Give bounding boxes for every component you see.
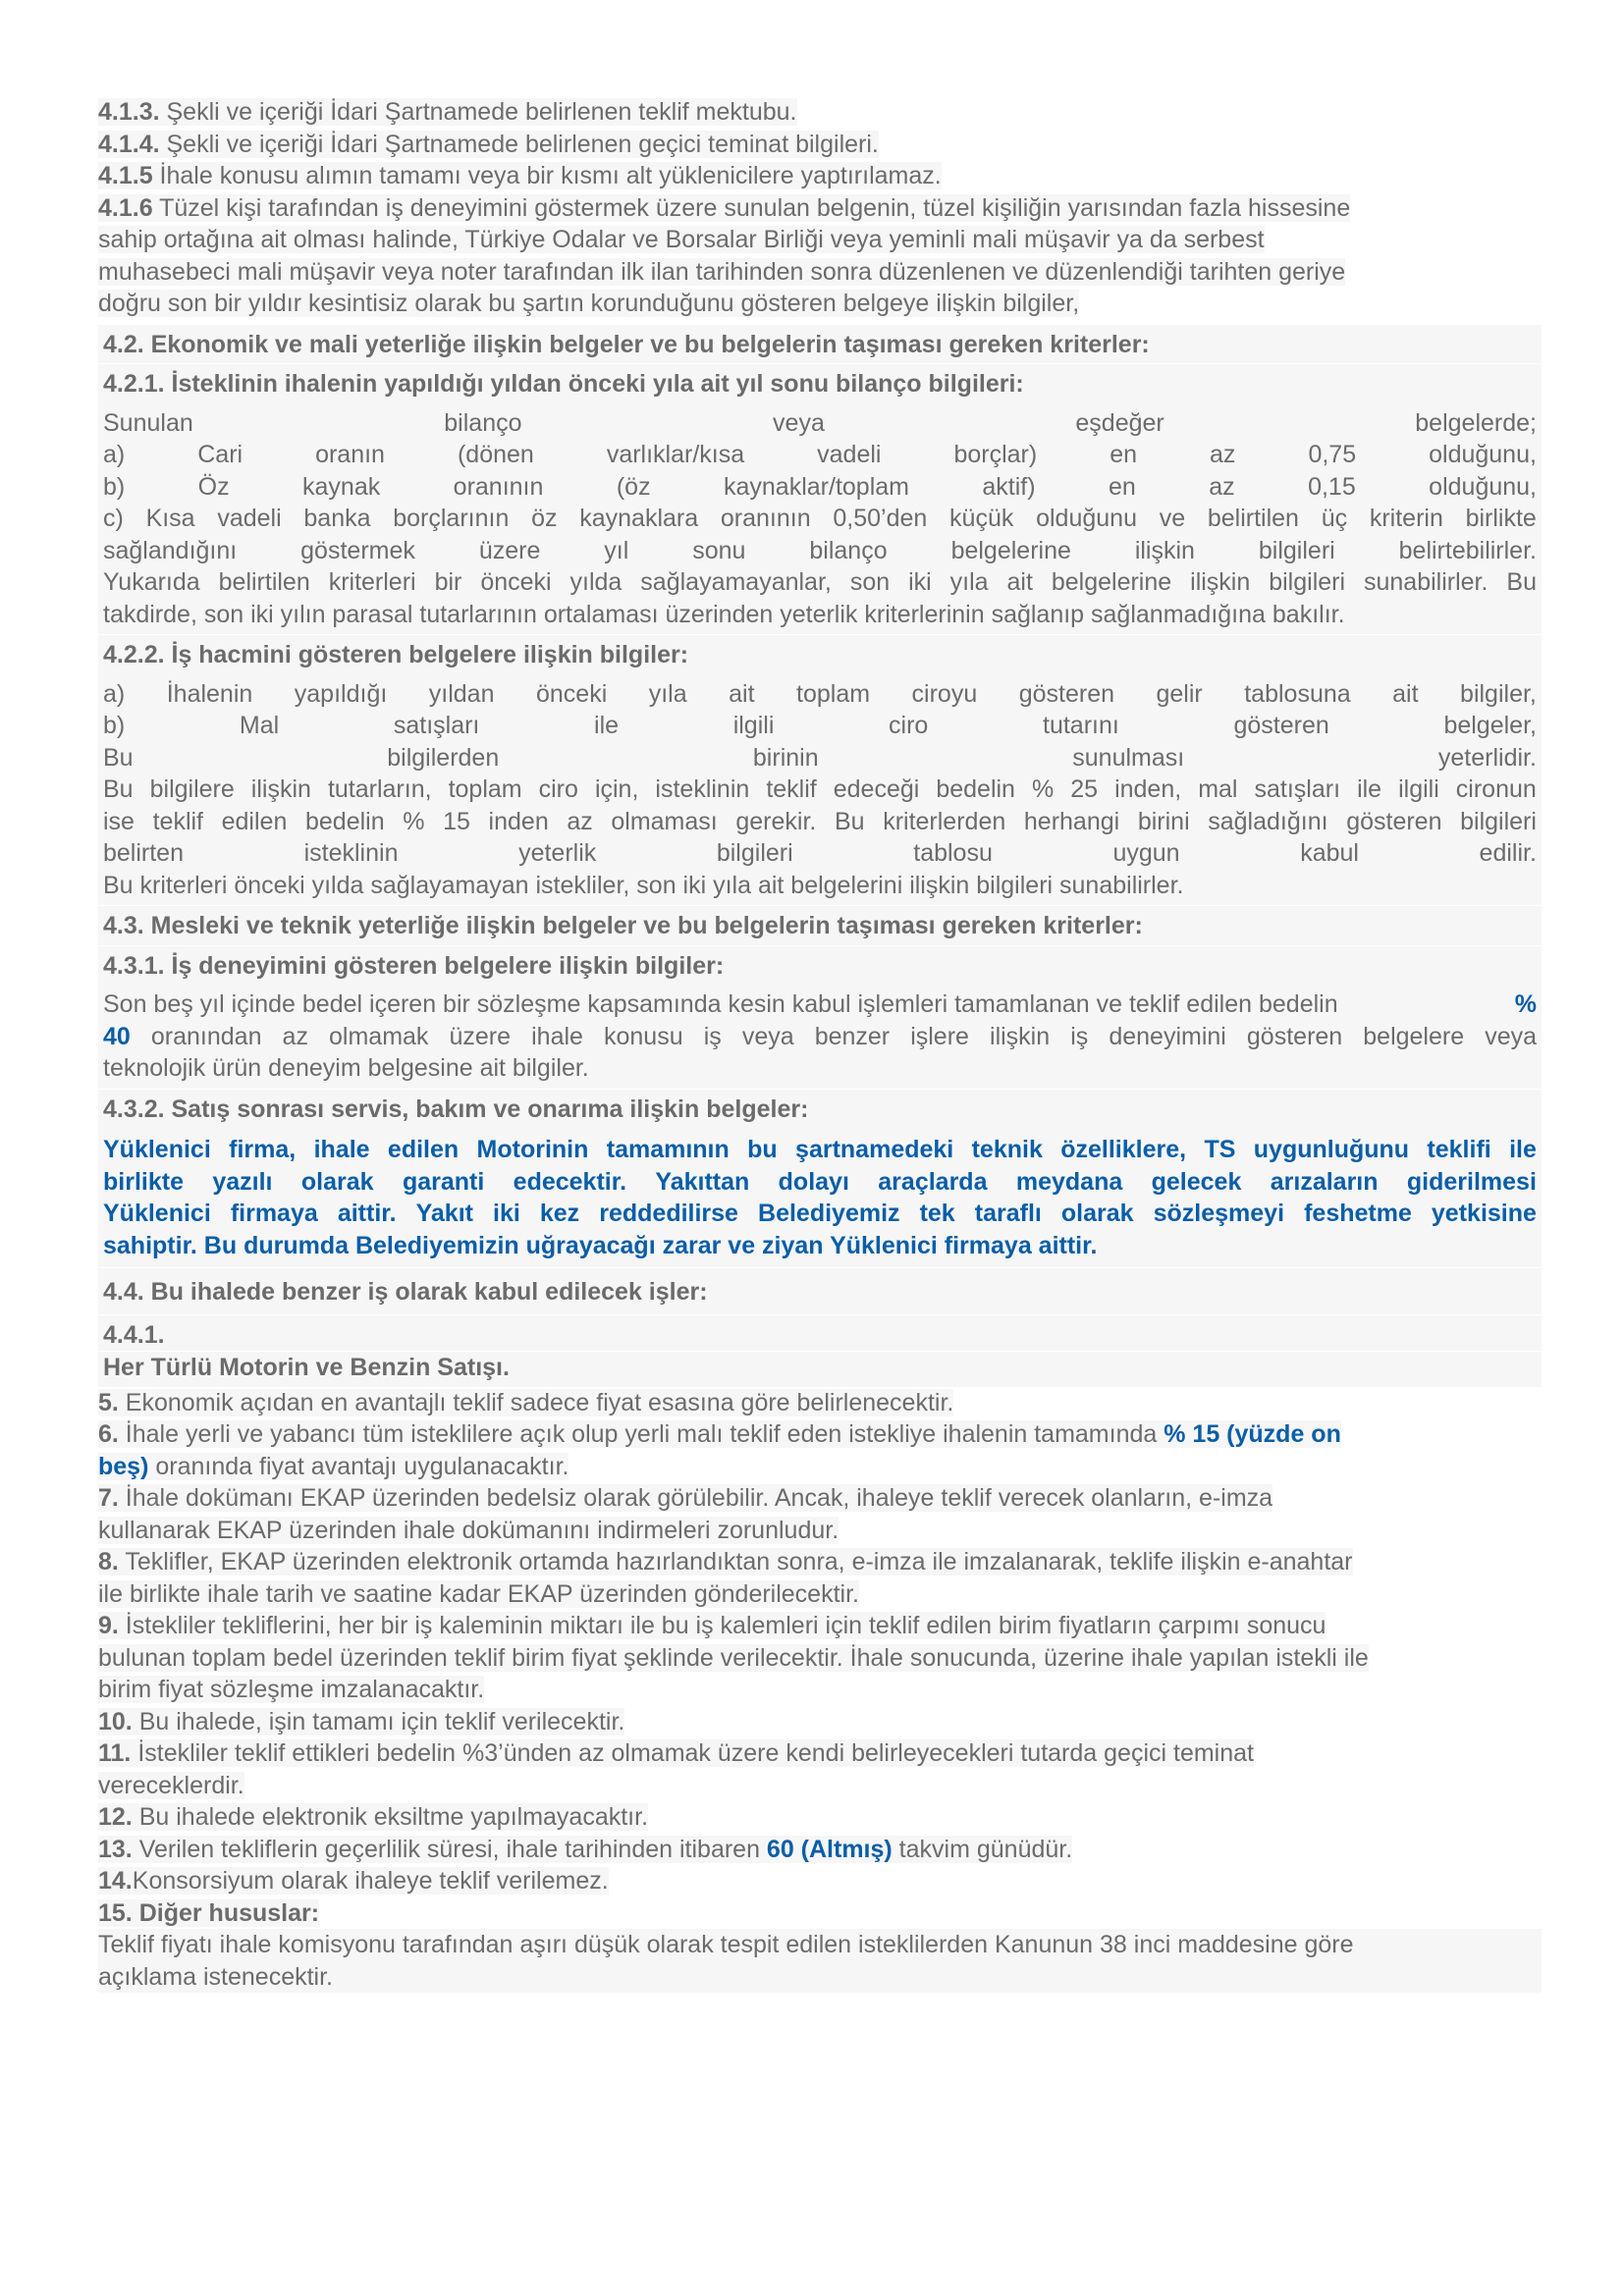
word: gelir xyxy=(1156,679,1203,708)
word: ilgili xyxy=(1398,775,1439,803)
word: özelliklere, xyxy=(1060,1136,1187,1163)
word: yıla xyxy=(648,679,687,708)
word: TS xyxy=(1204,1136,1236,1163)
word: ait xyxy=(1006,568,1033,596)
word: yıl xyxy=(604,536,629,564)
item-text: İstekliler teklif ettikleri bedelin %3’ünden az olmamak üzere kendi belirleyecekleri tutarda geçici teminat xyxy=(131,1739,1254,1767)
word: gelecek xyxy=(1151,1167,1242,1196)
word: 0,50’den xyxy=(833,505,928,532)
word: az xyxy=(567,807,593,835)
item-text: vereceklerdir. xyxy=(98,1771,244,1799)
word: satışları xyxy=(393,712,480,739)
word: (öz xyxy=(616,472,651,501)
word: edilen xyxy=(221,807,288,835)
word: sunulması xyxy=(1072,743,1185,772)
word: belirtilen xyxy=(218,568,310,596)
word: isteklinin xyxy=(655,775,750,803)
word: vadeli xyxy=(217,505,282,532)
section-4-3 xyxy=(98,905,1542,1267)
word: sağlayamayanlar, xyxy=(640,568,832,596)
word: benzer xyxy=(814,1022,891,1050)
word: (dönen xyxy=(457,441,534,468)
word: meydana xyxy=(1015,1167,1123,1196)
word: bilgileri xyxy=(1460,807,1537,835)
text-line xyxy=(103,1021,1537,1053)
word: aktif) xyxy=(982,472,1036,501)
word: edeceği xyxy=(833,775,920,803)
word: edecektir. xyxy=(513,1167,627,1196)
word: Sunulan xyxy=(103,408,193,437)
word: 15 xyxy=(443,807,470,835)
word: gösteren xyxy=(1233,712,1329,739)
word: kaynaklar/toplam xyxy=(724,472,909,501)
numbered-items xyxy=(98,1387,1542,1994)
word: olduğunu, xyxy=(1429,472,1537,501)
word: yılda xyxy=(569,568,623,596)
paragraph-4-2-1 xyxy=(98,403,1542,635)
word: c) xyxy=(103,505,124,532)
item-text: ile birlikte ihale tarih ve saatine kadar EKAP üzerinden gönderilecektir. xyxy=(98,1579,859,1608)
word: veya xyxy=(741,1022,794,1050)
word: yapıldığı xyxy=(294,679,388,708)
text-line xyxy=(103,806,1537,838)
word: Yüklenici xyxy=(103,1136,211,1163)
word: ve xyxy=(1159,505,1186,532)
text-line xyxy=(103,678,1537,711)
text-line xyxy=(103,774,1537,806)
section-4-4 xyxy=(98,1267,1542,1387)
word: Bu xyxy=(1506,568,1537,596)
experience-rate-value: 40 xyxy=(103,1022,131,1050)
word: uygun xyxy=(1112,839,1180,867)
word: öz xyxy=(531,505,558,532)
word: veya xyxy=(1485,1022,1537,1050)
subsection-number-4-4-1: 4.4.1. xyxy=(98,1314,1542,1352)
word: bir xyxy=(434,568,462,596)
word: az xyxy=(1209,472,1235,501)
text-line: sahiptir. Bu durumda Belediyemizin uğrayacağı zarar ve ziyan Yüklenici firmaya aittir. xyxy=(103,1231,1098,1259)
word: firmaya xyxy=(230,1200,318,1227)
item-text: İstekliler tekliflerini, her bir iş kaleminin miktarı ile bu iş kalemleri için teklif edilen birim fiyatların çarpımı sonucu xyxy=(118,1612,1326,1639)
item-number: 5. xyxy=(98,1388,119,1416)
item-text: sahip ortağına ait olması halinde, Türkiye Odalar ve Borsalar Birliği veya yeminli mali müşavir ya da serbest xyxy=(98,226,1265,253)
text-segment: Son beş yıl içinde bedel içeren bir sözleşme kapsamında kesin kabul işlemleri tamamlanan ve teklif edilen bedelin xyxy=(103,990,1338,1018)
word: küçük xyxy=(949,505,1014,532)
word: gösteren xyxy=(1346,807,1442,835)
word: banka xyxy=(303,505,371,532)
word: veya xyxy=(773,408,825,437)
text-line: teknolojik ürün deneyim belgesine ait bilgiler. xyxy=(103,1054,589,1082)
item-text: Teklif fiyatı ihale komisyonu tarafından aşırı düşük olarak tespit edilen isteklilerden Kanunun 38 inci maddesine göre xyxy=(98,1931,1354,1958)
word: cironun xyxy=(1455,775,1537,803)
word: kabul xyxy=(1300,839,1359,867)
word: % xyxy=(1031,775,1055,803)
word: için, xyxy=(594,775,639,803)
word: Bu xyxy=(834,807,865,835)
word: edilen xyxy=(387,1136,460,1163)
item-heading: 15. Diğer hususlar: xyxy=(98,1898,320,1927)
word: belgelerine xyxy=(950,536,1071,564)
word: Yakıt xyxy=(415,1200,473,1227)
item-text: İhale yerli ve yabancı tüm isteklilere açık olup yerli malı teklif eden istekliye ihalenin tamamında xyxy=(118,1420,1164,1448)
word: önceki xyxy=(535,679,608,708)
word: Yüklenici xyxy=(103,1200,211,1227)
word: araçlarda xyxy=(878,1167,988,1196)
word: belirtilen xyxy=(1207,505,1299,532)
document-page xyxy=(98,96,1542,1993)
word: oranından xyxy=(150,1022,262,1050)
item-text: kullanarak EKAP üzerinden ihale dokümanını indirmeleri zorunludur. xyxy=(98,1516,839,1544)
paragraph-4-2-2 xyxy=(98,674,1542,906)
price-advantage-rate: % 15 (yüzde on xyxy=(1164,1420,1341,1448)
word: Yukarıda xyxy=(103,568,200,596)
subsection-heading-4-2-2: 4.2.2. İş hacmini gösteren belgelere ilişkin bilgiler: xyxy=(98,634,1542,674)
text-line xyxy=(103,837,1537,870)
word: bilanço xyxy=(444,408,522,437)
word: gerekir. xyxy=(735,807,817,835)
word: ciro xyxy=(538,775,578,803)
item-4-1-3 xyxy=(98,96,1542,129)
word: sunabilirler. xyxy=(1363,568,1489,596)
word: iki xyxy=(908,568,932,596)
word: göstermek xyxy=(300,536,415,564)
paragraph-4-3-1 xyxy=(98,985,1542,1089)
word: toplam xyxy=(448,775,522,803)
word: % xyxy=(403,807,425,835)
word: tutarını xyxy=(1043,712,1119,739)
word: iş xyxy=(1070,1022,1089,1050)
word: ile xyxy=(1509,1136,1537,1163)
item-number: 4.1.6 xyxy=(98,193,153,222)
text-line xyxy=(103,439,1537,471)
word: garanti xyxy=(402,1167,485,1196)
text-line xyxy=(103,1198,1537,1230)
word: yazılı xyxy=(212,1167,273,1196)
word: ilişkin xyxy=(250,775,311,803)
item-number: 10. xyxy=(98,1707,133,1735)
item-4-1-5 xyxy=(98,160,1542,192)
word: ait xyxy=(1392,679,1419,708)
word: sağlandığını xyxy=(103,536,238,564)
word: en xyxy=(1109,472,1136,501)
word: şartnamedeki xyxy=(795,1136,954,1163)
item-text: takvim günüdür. xyxy=(892,1835,1073,1863)
word: birlikte xyxy=(103,1167,184,1196)
word: bilgileri xyxy=(1258,536,1335,564)
word: üzere xyxy=(478,536,541,564)
word: satışları xyxy=(1254,775,1341,803)
word: üzere xyxy=(449,1022,512,1050)
word: sözleşmeyi xyxy=(1153,1200,1285,1227)
item-number: 7. xyxy=(98,1484,119,1512)
word: tamamının xyxy=(606,1136,730,1163)
word: bilanço xyxy=(809,536,888,564)
item-12 xyxy=(98,1801,1542,1834)
item-7 xyxy=(98,1482,1542,1515)
item-text: açıklama istenecektir. xyxy=(98,1962,333,1991)
text-line: takdirde, son iki yılın parasal tutarlarının ortalaması üzerinden yeterlik kriterlerinin sağlanıp sağlanmadığına bakılır. xyxy=(103,600,1345,628)
word: arızaların xyxy=(1270,1167,1379,1196)
word: 0,15 xyxy=(1308,472,1356,501)
word: aittir. xyxy=(337,1200,397,1227)
word: b) xyxy=(103,712,126,739)
item-text: birim fiyat sözleşme imzalanacaktır. xyxy=(98,1676,485,1703)
item-text: Şekli ve içeriği İdari Şartnamede belirlenen geçici teminat bilgileri. xyxy=(159,130,879,158)
word: herhangi xyxy=(1023,807,1120,835)
word: firma, xyxy=(229,1136,297,1163)
word: gösteren xyxy=(1246,1022,1343,1050)
word: Cari xyxy=(197,441,244,468)
word: toplam xyxy=(796,679,871,708)
similar-work-item: Her Türlü Motorin ve Benzin Satışı. xyxy=(98,1351,1542,1387)
word: kaynak xyxy=(302,472,381,501)
word: kez xyxy=(539,1200,580,1227)
word: olarak xyxy=(1060,1200,1134,1227)
word: az xyxy=(1210,441,1236,468)
item-15 xyxy=(98,1897,1542,1930)
word: ilişkin xyxy=(990,1022,1051,1050)
word: inden, xyxy=(1114,775,1182,803)
section-heading: 4.4. Bu ihalede benzer iş olarak kabul edilecek işler: xyxy=(98,1267,1542,1314)
word: dolayı xyxy=(778,1167,849,1196)
word: a) xyxy=(103,679,126,708)
word: Motorinin xyxy=(476,1136,589,1163)
word: ile xyxy=(594,712,620,739)
word: Bu xyxy=(103,743,134,772)
word: oranının xyxy=(453,472,544,501)
word: inden xyxy=(488,807,549,835)
word: ilgili xyxy=(732,712,775,739)
word: teklif xyxy=(152,807,203,835)
text-line xyxy=(103,710,1537,742)
item-number: 4.1.3. xyxy=(98,98,160,126)
word: olmamak xyxy=(329,1022,429,1050)
item-number: 12. xyxy=(98,1803,133,1831)
section-4-2 xyxy=(98,324,1542,906)
word: Belediyemiz xyxy=(758,1200,900,1227)
word: belgelere xyxy=(1363,1022,1465,1050)
item-text: Ekonomik açıdan en avantajlı teklif sadece fiyat esasına göre belirlenecektir. xyxy=(118,1388,954,1416)
item-number: 9. xyxy=(98,1612,119,1639)
word: taraflı xyxy=(974,1200,1042,1227)
word: kriterin xyxy=(1369,505,1443,532)
word: oranının xyxy=(720,505,811,532)
item-text: Bu ihalede, işin tamamı için teklif verilecektir. xyxy=(132,1707,625,1735)
word: kriterleri xyxy=(328,568,416,596)
item-number: 4.1.5 xyxy=(98,162,153,189)
item-text: oranında fiyat avantajı uygulanacaktır. xyxy=(148,1452,569,1480)
word: belgeler, xyxy=(1443,712,1537,739)
word: bu xyxy=(747,1136,778,1163)
item-number: 13. xyxy=(98,1835,133,1863)
item-11 xyxy=(98,1737,1542,1770)
word: Mal xyxy=(239,712,280,739)
item-text: muhasebeci mali müşavir veya noter tarafından ilk ilan tarihinden sonra düzenlenen ve düzenlendiği tarihten geriye xyxy=(98,257,1346,286)
word: uygunluğunu xyxy=(1253,1136,1410,1163)
item-4-1-6 xyxy=(98,192,1542,320)
word: sonu xyxy=(692,536,746,564)
word: teklifi xyxy=(1427,1136,1491,1163)
item-number: 11. xyxy=(98,1739,132,1767)
item-number: 4.1.4. xyxy=(98,130,160,158)
word: birinin xyxy=(752,743,819,772)
word: bedelin xyxy=(304,807,385,835)
item-text: bulunan toplam bedel üzerinden teklif birim fiyat şeklinde verilecektir. İhale sonucunda, üzerine ihale yapılan istekli ile xyxy=(98,1643,1369,1672)
word: tutarların, xyxy=(327,775,432,803)
word: üç xyxy=(1321,505,1348,532)
text-line xyxy=(103,566,1537,599)
word: önceki xyxy=(480,568,552,596)
word: birini xyxy=(1137,807,1190,835)
item-5 xyxy=(98,1387,1542,1419)
word: borçlar) xyxy=(953,441,1038,468)
word: olduğunu, xyxy=(1429,441,1537,468)
word: mal xyxy=(1198,775,1238,803)
item-14 xyxy=(98,1865,1542,1897)
word: bilgilere xyxy=(149,775,235,803)
subsection-heading-4-3-1: 4.3.1. İş deneyimini gösteren belgelere ilişkin bilgiler: xyxy=(98,945,1542,986)
word: reddedilirse xyxy=(599,1200,738,1227)
text-line xyxy=(103,742,1537,774)
word: tablosu xyxy=(913,839,993,867)
word: kaynaklara xyxy=(579,505,699,532)
word: Kısa xyxy=(145,505,195,532)
text-line xyxy=(103,535,1537,567)
item-15-body xyxy=(98,1929,1542,1993)
word: sağladığını xyxy=(1208,807,1328,835)
item-text: Verilen tekliflerin geçerlilik süresi, ihale tarihinden itibaren xyxy=(132,1835,767,1863)
word: varlıklar/kısa xyxy=(606,441,745,468)
item-number: 8. xyxy=(98,1548,119,1575)
word: bedelin xyxy=(936,775,1015,803)
word: isteklinin xyxy=(303,839,399,867)
word: ilişkin xyxy=(1134,536,1195,564)
word: ihale xyxy=(313,1136,370,1163)
word: giderilmesi xyxy=(1406,1167,1537,1196)
word: ciro xyxy=(889,712,929,739)
word: belgelerde; xyxy=(1415,408,1537,437)
text-line xyxy=(103,407,1537,440)
word: 0,75 xyxy=(1308,441,1357,468)
word: yeterlidir. xyxy=(1437,743,1537,772)
word: yetkisine xyxy=(1431,1200,1537,1227)
text-line xyxy=(103,1166,1537,1199)
item-text: Şekli ve içeriği İdari Şartnamede belirlenen teklif mektubu. xyxy=(159,98,797,126)
word: gösteren xyxy=(1018,679,1115,708)
section-heading: 4.2. Ekonomik ve mali yeterliğe ilişkin belgeler ve bu belgelerin taşıması gereken kriterler: xyxy=(98,324,1542,364)
item-text: Teklifler, EKAP üzerinden elektronik ortamda hazırlandıktan sonra, e-imza ile imzalanarak, teklife ilişkin e-anahtar xyxy=(118,1548,1353,1575)
word: yıldan xyxy=(428,679,495,708)
text-line xyxy=(103,471,1537,504)
text-line xyxy=(103,1134,1537,1166)
section-heading: 4.3. Mesleki ve teknik yeterliğe ilişkin belgeler ve bu belgelerin taşıması gereken kriterler: xyxy=(98,905,1542,945)
word: oranın xyxy=(315,441,385,468)
item-8 xyxy=(98,1546,1542,1578)
word: ihale xyxy=(531,1022,583,1050)
word: a) xyxy=(103,441,126,468)
text-line: Bu kriterleri önceki yılda sağlayamayan istekliler, son iki yıla ait belgelerini ilişkin bilgileri sunabilirler. xyxy=(103,871,1184,899)
word: kriterlerden xyxy=(883,807,1006,835)
word: yıla xyxy=(949,568,989,596)
word: deneyimini xyxy=(1109,1022,1226,1050)
word: Öz xyxy=(197,472,230,501)
item-6 xyxy=(98,1418,1542,1451)
word: Yakıttan xyxy=(655,1167,750,1196)
item-text: Konsorsiyum olarak ihaleye teklif verilemez. xyxy=(132,1867,609,1895)
word: birlikte xyxy=(1465,505,1537,532)
item-10 xyxy=(98,1706,1542,1738)
word: bilgileri xyxy=(1269,568,1346,596)
word: ile xyxy=(1357,775,1382,803)
word: olduğunu xyxy=(1036,505,1137,532)
word: bilgileri xyxy=(716,839,793,867)
word: ciroyu xyxy=(911,679,978,708)
subsection-heading-4-2-1: 4.2.1. İsteklinin ihalenin yapıldığı yıldan önceki yıla ait yıl sonu bilanço bilgileri: xyxy=(98,363,1542,403)
word: işlere xyxy=(910,1022,969,1050)
word: belirtebilirler. xyxy=(1398,536,1537,564)
word: iş xyxy=(703,1022,722,1050)
item-number: 6. xyxy=(98,1420,119,1448)
text-line xyxy=(103,988,1537,1021)
experience-rate-symbol: % xyxy=(1514,990,1537,1018)
paragraph-4-3-2 xyxy=(98,1128,1542,1267)
item-text: Tüzel kişi tarafından iş deneyimini göstermek üzere sunulan belgenin, tüzel kişiliğin yarısından fazla hissesine xyxy=(152,193,1351,222)
word: olmaması xyxy=(611,807,718,835)
price-advantage-rate: beş) xyxy=(98,1452,149,1480)
item-number: 14. xyxy=(98,1867,133,1895)
word: ise xyxy=(103,807,135,835)
word: 25 xyxy=(1070,775,1099,803)
word: tek xyxy=(919,1200,955,1227)
item-text: İhale konusu alımın tamamı veya bir kısmı alt yüklenicilere yaptırılamaz. xyxy=(152,162,942,189)
word: iki xyxy=(493,1200,520,1227)
word: tablosuna xyxy=(1244,679,1351,708)
word: az xyxy=(282,1022,308,1050)
text-line xyxy=(103,503,1537,535)
word: olarak xyxy=(300,1167,374,1196)
word: bilgilerden xyxy=(387,743,500,772)
word: vadeli xyxy=(817,441,882,468)
item-4-1-4 xyxy=(98,129,1542,161)
item-9 xyxy=(98,1610,1542,1642)
item-text: doğru son bir yıldır kesintisiz olarak bu şartın korunduğunu gösteren belgeye ilişkin bilgiler, xyxy=(98,290,1080,317)
word: b) xyxy=(103,472,126,501)
word: konusu xyxy=(604,1022,683,1050)
word: ait xyxy=(729,679,755,708)
word: bilgiler, xyxy=(1460,679,1537,708)
word: İhalenin xyxy=(166,679,253,708)
word: teknik xyxy=(971,1136,1043,1163)
item-13 xyxy=(98,1834,1542,1866)
word: en xyxy=(1110,441,1138,468)
subsection-heading-4-3-2: 4.3.2. Satış sonrası servis, bakım ve onarıma ilişkin belgeler: xyxy=(98,1089,1542,1129)
word: eşdeğer xyxy=(1075,408,1164,437)
item-text: İhale dokümanı EKAP üzerinden bedelsiz olarak görülebilir. Ancak, ihaleye teklif verecek olanların, e-imza xyxy=(118,1484,1273,1512)
word: son xyxy=(849,568,891,596)
word: belirten xyxy=(103,839,184,867)
word: belgelerine xyxy=(1051,568,1172,596)
word: yeterlik xyxy=(518,839,597,867)
word: ilişkin xyxy=(1190,568,1251,596)
validity-period: 60 (Altmış) xyxy=(766,1835,893,1863)
word: Bu xyxy=(103,775,134,803)
word: edilir. xyxy=(1479,839,1537,867)
word: borçlarının xyxy=(393,505,510,532)
item-text: Bu ihalede elektronik eksiltme yapılmayacaktır. xyxy=(132,1803,649,1831)
word: teklif xyxy=(766,775,817,803)
word: feshetme xyxy=(1304,1200,1412,1227)
